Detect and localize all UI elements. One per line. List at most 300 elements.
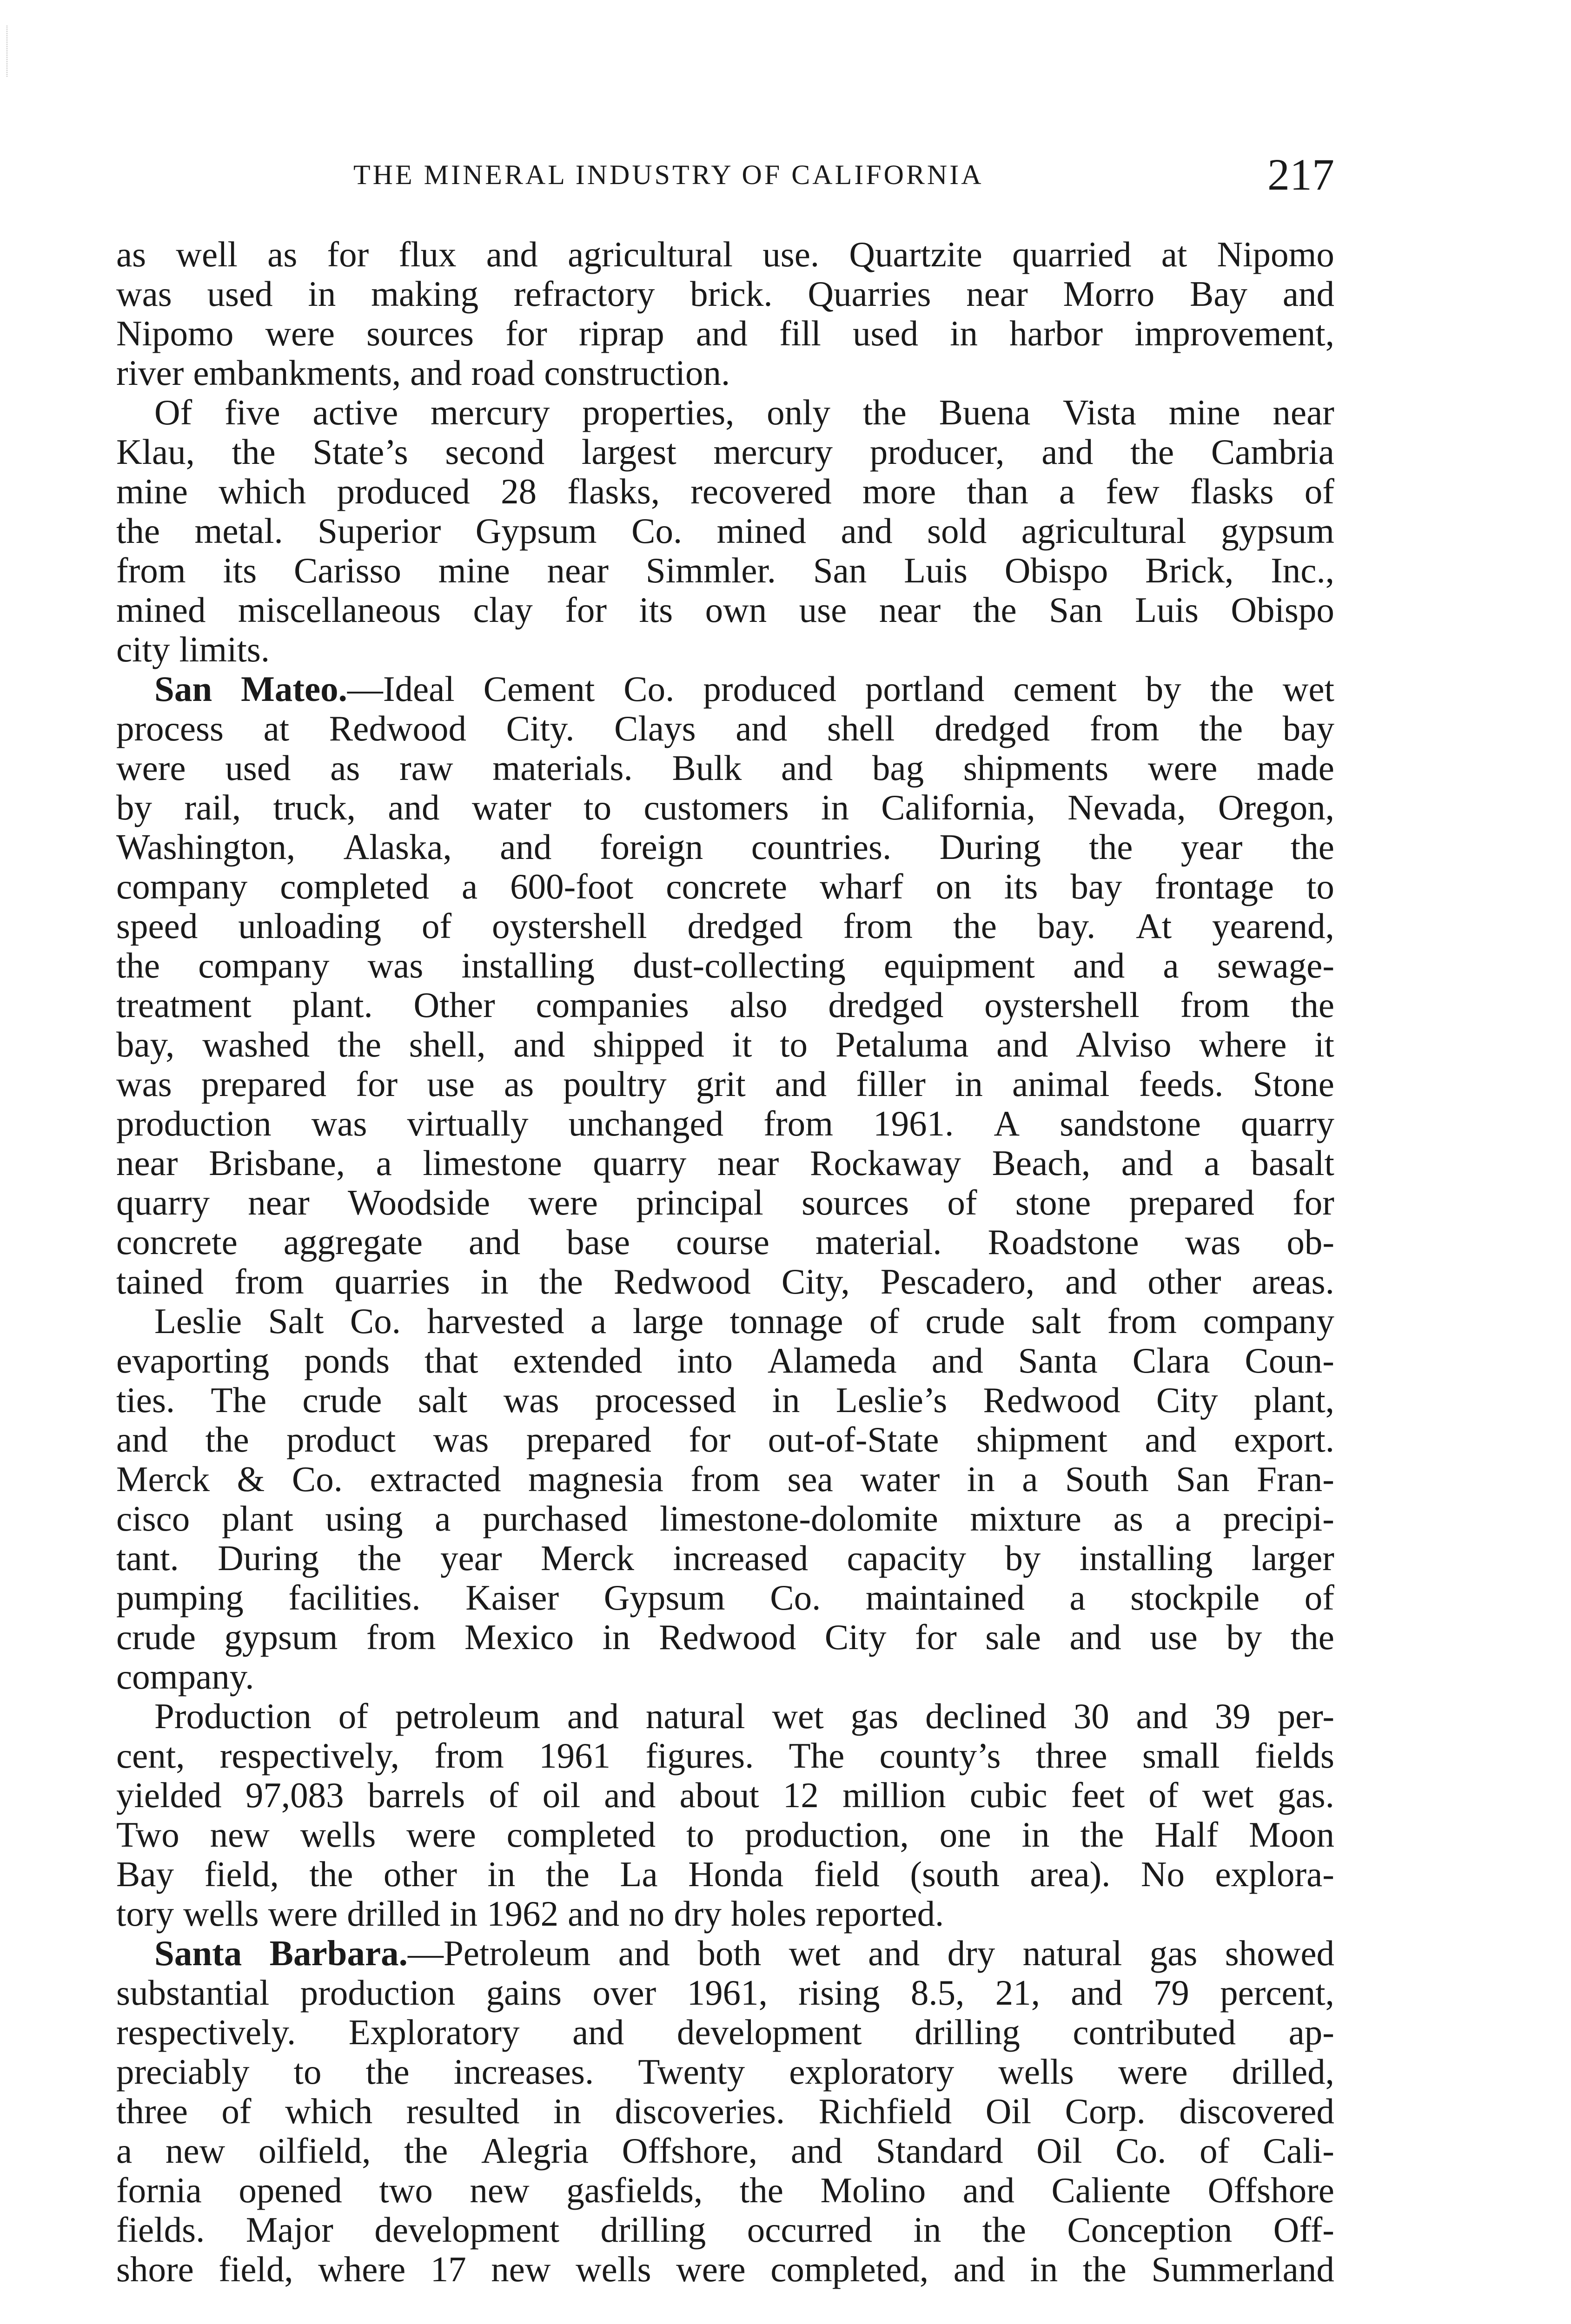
word: bay bbox=[1282, 709, 1334, 748]
word: salt bbox=[418, 1380, 468, 1420]
word: production, bbox=[744, 1815, 909, 1855]
word: explora- bbox=[1215, 1855, 1334, 1894]
word: City bbox=[1156, 1380, 1218, 1420]
word: the bbox=[365, 2052, 410, 2092]
word: equipment bbox=[883, 946, 1035, 985]
word: fields bbox=[1254, 1736, 1334, 1776]
word: and bbox=[618, 1934, 670, 1973]
word: use bbox=[427, 1064, 475, 1104]
word: new bbox=[491, 2250, 551, 2289]
word: field, bbox=[219, 2250, 293, 2289]
word: brick. bbox=[690, 274, 773, 314]
word: to bbox=[686, 1815, 715, 1855]
word: and bbox=[931, 1341, 983, 1380]
word: agricultural bbox=[1021, 511, 1187, 551]
word: and bbox=[996, 1025, 1048, 1064]
word: Twenty bbox=[638, 2052, 745, 2092]
word: and bbox=[953, 2250, 1005, 2289]
word: Rockaway bbox=[809, 1143, 961, 1183]
word: Gypsum bbox=[603, 1578, 725, 1618]
text-line bbox=[116, 1420, 1334, 1459]
word: City, bbox=[781, 1262, 850, 1301]
text-line bbox=[116, 1657, 1334, 1697]
text-line bbox=[116, 1380, 1334, 1420]
word: near bbox=[879, 590, 941, 630]
word: feeds. bbox=[1139, 1064, 1224, 1104]
word: tonnage bbox=[729, 1301, 843, 1341]
word: of bbox=[1304, 1578, 1334, 1618]
word: course bbox=[676, 1222, 769, 1262]
word: larger bbox=[1251, 1538, 1334, 1578]
word: of bbox=[338, 1697, 368, 1736]
word: quarry bbox=[1241, 1104, 1334, 1143]
text-line bbox=[116, 1143, 1334, 1183]
word: 79 bbox=[1153, 1973, 1189, 2013]
word: about bbox=[679, 1776, 759, 1815]
word: gypsum bbox=[1221, 511, 1334, 551]
word: Honda bbox=[688, 1855, 784, 1894]
word: mercury bbox=[713, 432, 833, 472]
word: yearend, bbox=[1212, 906, 1334, 946]
word: Coun- bbox=[1245, 1341, 1334, 1380]
word: Redwood bbox=[329, 709, 466, 748]
word: and bbox=[1073, 946, 1125, 985]
word: oil bbox=[542, 1776, 581, 1815]
word: also bbox=[729, 985, 788, 1025]
text-line bbox=[116, 1064, 1334, 1104]
word: shipped bbox=[593, 1025, 704, 1064]
word: largest bbox=[581, 432, 676, 472]
word: limestone bbox=[423, 1143, 562, 1183]
word: natural bbox=[645, 1697, 745, 1736]
word: speed bbox=[116, 906, 198, 946]
word: 1961. bbox=[873, 1104, 954, 1143]
word: Mexico bbox=[464, 1618, 574, 1657]
word: in bbox=[487, 1855, 516, 1894]
word: were bbox=[265, 314, 335, 353]
word: three bbox=[1035, 1736, 1107, 1776]
word: from bbox=[763, 1104, 833, 1143]
word: shell, bbox=[409, 1025, 486, 1064]
text-line bbox=[116, 1697, 1334, 1736]
text-line bbox=[116, 1973, 1334, 2013]
word: out-of-State bbox=[768, 1420, 939, 1459]
word: respectively. bbox=[116, 2013, 296, 2052]
word: Exploratory bbox=[348, 2013, 520, 2052]
word: limestone-dolomite bbox=[659, 1499, 938, 1538]
word: ties. bbox=[116, 1380, 175, 1420]
text-line bbox=[116, 1815, 1334, 1855]
word: agricultural bbox=[568, 235, 733, 274]
word: completed, bbox=[770, 2250, 929, 2289]
word: and bbox=[1065, 1262, 1117, 1301]
word: crude bbox=[925, 1301, 1005, 1341]
word: Obispo bbox=[1004, 551, 1108, 590]
word: Alameda bbox=[767, 1341, 897, 1380]
word: which bbox=[285, 2092, 373, 2131]
word: dredged bbox=[687, 906, 803, 946]
word: Bay bbox=[1190, 274, 1248, 314]
word: Standard bbox=[875, 2131, 1003, 2171]
word: Stone bbox=[1253, 1064, 1334, 1104]
word: countries. bbox=[751, 827, 892, 867]
page-number: 217 bbox=[1267, 150, 1334, 199]
word: and bbox=[500, 827, 552, 867]
word: and bbox=[781, 748, 833, 788]
word: occurred bbox=[747, 2210, 873, 2250]
word: Oil bbox=[1036, 2131, 1082, 2171]
word: The bbox=[789, 1736, 845, 1776]
word: by bbox=[1226, 1618, 1262, 1657]
word: flasks bbox=[1190, 472, 1274, 511]
word: virtually bbox=[407, 1104, 529, 1143]
word: for bbox=[356, 1064, 398, 1104]
word: Pescadero, bbox=[880, 1262, 1035, 1301]
word: preciably bbox=[116, 2052, 250, 2092]
word: South bbox=[1065, 1459, 1149, 1499]
word: by bbox=[1145, 669, 1181, 709]
word: Superior bbox=[318, 511, 441, 551]
word: in bbox=[950, 314, 978, 353]
word: wet bbox=[1202, 1776, 1254, 1815]
word: yielded bbox=[116, 1776, 222, 1815]
word: the bbox=[545, 1855, 590, 1894]
word: Conception bbox=[1067, 2210, 1233, 2250]
word: road bbox=[471, 353, 535, 393]
word: purchased bbox=[483, 1499, 628, 1538]
word: the bbox=[116, 946, 160, 985]
word: two bbox=[379, 2171, 433, 2210]
word: Petaluma bbox=[835, 1025, 969, 1064]
word: other bbox=[1147, 1262, 1221, 1301]
word: the bbox=[337, 1025, 382, 1064]
word: crude bbox=[302, 1380, 382, 1420]
text-line bbox=[116, 748, 1334, 788]
word: were bbox=[116, 748, 186, 788]
word: in bbox=[602, 1618, 630, 1657]
heading-joint bbox=[241, 669, 455, 709]
word: Redwood bbox=[983, 1380, 1120, 1420]
word: installing bbox=[461, 946, 595, 985]
word: five bbox=[224, 393, 280, 432]
word: Vista bbox=[1063, 393, 1136, 432]
word: Simmler. bbox=[645, 551, 776, 590]
word: of bbox=[1200, 2131, 1230, 2171]
word: in bbox=[967, 1459, 995, 1499]
word: rail, bbox=[184, 788, 241, 827]
word: prepared bbox=[526, 1420, 652, 1459]
word: producer, bbox=[869, 432, 1005, 472]
word: properties, bbox=[582, 393, 735, 432]
word: was bbox=[116, 274, 172, 314]
word: 21, bbox=[995, 1973, 1040, 2013]
word: bag bbox=[872, 748, 924, 788]
word: new bbox=[210, 1815, 270, 1855]
word: Roadstone bbox=[988, 1222, 1139, 1262]
word: per- bbox=[1277, 1697, 1334, 1736]
text-line bbox=[116, 1776, 1334, 1815]
word: by bbox=[116, 788, 152, 827]
word: prepared bbox=[201, 1064, 327, 1104]
word: Nipomo bbox=[1217, 235, 1334, 274]
word: own bbox=[705, 590, 767, 630]
word: for bbox=[915, 1618, 957, 1657]
word: resulted bbox=[406, 2092, 520, 2131]
word: in bbox=[450, 1894, 478, 1934]
word: from bbox=[116, 551, 186, 590]
text-line bbox=[116, 235, 1334, 274]
word: where bbox=[318, 2250, 406, 2289]
word: contributed bbox=[1073, 2013, 1236, 2052]
word: mine bbox=[1168, 393, 1240, 432]
word: were bbox=[528, 1183, 598, 1222]
word: the bbox=[982, 2210, 1026, 2250]
word: a bbox=[1175, 1499, 1191, 1538]
word: San bbox=[1176, 1459, 1230, 1499]
word: Beach, bbox=[992, 1143, 1091, 1183]
word: percent, bbox=[1220, 1973, 1334, 2013]
word: A bbox=[994, 1104, 1020, 1143]
word: from bbox=[234, 1262, 304, 1301]
word: shell bbox=[827, 709, 895, 748]
word: La bbox=[620, 1855, 658, 1894]
word: fields. bbox=[116, 2210, 205, 2250]
word: and bbox=[1121, 1143, 1173, 1183]
word: During bbox=[218, 1538, 319, 1578]
word: At bbox=[1136, 906, 1172, 946]
word: material. bbox=[815, 1222, 942, 1262]
word: development bbox=[676, 2013, 862, 2052]
word: shipment bbox=[976, 1420, 1108, 1459]
word: river bbox=[116, 353, 184, 393]
text-line bbox=[116, 867, 1334, 906]
word: drilling bbox=[915, 2013, 1020, 2052]
word: Carisso bbox=[294, 551, 402, 590]
word: year bbox=[440, 1538, 502, 1578]
word: No bbox=[1140, 1855, 1185, 1894]
word: small bbox=[1142, 1736, 1220, 1776]
word: was bbox=[1185, 1222, 1241, 1262]
word: and bbox=[469, 1222, 521, 1262]
word: mine bbox=[116, 472, 188, 511]
word: and bbox=[410, 353, 462, 393]
word: which bbox=[219, 472, 306, 511]
word: Oregon, bbox=[1218, 788, 1334, 827]
text-line bbox=[116, 590, 1334, 630]
word: was bbox=[433, 1420, 489, 1459]
word: the bbox=[1290, 1618, 1334, 1657]
word: the bbox=[1210, 669, 1254, 709]
word: City. bbox=[506, 709, 575, 748]
word: sources bbox=[366, 314, 474, 353]
word: Inc., bbox=[1271, 551, 1334, 590]
word: Woodside bbox=[348, 1183, 491, 1222]
text-line bbox=[116, 985, 1334, 1025]
word: and bbox=[841, 511, 893, 551]
word: the bbox=[953, 906, 997, 946]
word: the bbox=[116, 511, 160, 551]
word: cement bbox=[1013, 669, 1117, 709]
word: respectively, bbox=[219, 1736, 399, 1776]
word: Merck bbox=[541, 1538, 634, 1578]
word: declined bbox=[925, 1697, 1047, 1736]
word: the bbox=[1199, 709, 1243, 748]
word: and bbox=[1136, 1697, 1188, 1736]
word: areas. bbox=[1252, 1262, 1334, 1301]
word: cubic bbox=[969, 1776, 1047, 1815]
word: ob- bbox=[1286, 1222, 1334, 1262]
word: gypsum bbox=[224, 1618, 338, 1657]
word: fornia bbox=[116, 2171, 202, 2210]
word: were bbox=[1147, 748, 1218, 788]
word: dust-collecting bbox=[633, 946, 846, 985]
word: Obispo bbox=[1231, 590, 1334, 630]
word: a bbox=[376, 1143, 392, 1183]
word: foreign bbox=[599, 827, 703, 867]
word: State’s bbox=[312, 432, 408, 472]
word: use bbox=[1150, 1618, 1198, 1657]
word: Clays bbox=[614, 709, 696, 748]
word: dredged bbox=[935, 709, 1050, 748]
word: miscellaneous bbox=[238, 590, 441, 630]
word: water bbox=[860, 1459, 940, 1499]
word: Co. bbox=[623, 669, 675, 709]
word: making bbox=[371, 274, 479, 314]
word: Two bbox=[116, 1815, 179, 1855]
text-line bbox=[116, 1104, 1334, 1143]
word: more bbox=[862, 472, 936, 511]
text-line bbox=[116, 353, 1334, 393]
word: using bbox=[325, 1499, 403, 1538]
word: well bbox=[176, 235, 238, 274]
word: and bbox=[775, 1064, 827, 1104]
word: and bbox=[568, 1894, 620, 1934]
word: of bbox=[221, 2092, 252, 2131]
text-line bbox=[116, 314, 1334, 353]
word: to bbox=[583, 788, 612, 827]
word: mine bbox=[438, 551, 510, 590]
word: a bbox=[461, 867, 478, 906]
word: Luis bbox=[904, 551, 968, 590]
word: from bbox=[1107, 1301, 1177, 1341]
scan-margin-mark bbox=[7, 26, 12, 77]
word: wells bbox=[576, 2250, 651, 2289]
word: company bbox=[116, 867, 248, 906]
word: During bbox=[939, 827, 1041, 867]
word: was bbox=[503, 1380, 559, 1420]
word: was bbox=[367, 946, 424, 985]
word: San bbox=[813, 551, 867, 590]
word: Brick, bbox=[1145, 551, 1234, 590]
word: Kaiser bbox=[465, 1578, 559, 1618]
word: as bbox=[504, 1064, 534, 1104]
word: the bbox=[232, 432, 276, 472]
word: on bbox=[935, 867, 972, 906]
text-line bbox=[116, 1618, 1334, 1657]
word: water bbox=[471, 788, 551, 827]
word: and bbox=[116, 1420, 168, 1459]
word: city bbox=[116, 630, 170, 669]
word: to bbox=[1306, 867, 1334, 906]
word: completed bbox=[280, 867, 429, 906]
word: drilled bbox=[347, 1894, 441, 1934]
word: oystershell bbox=[984, 985, 1140, 1025]
word: concrete bbox=[116, 1222, 238, 1262]
word: California, bbox=[881, 788, 1035, 827]
word: product bbox=[286, 1420, 396, 1459]
word: Redwood bbox=[659, 1618, 796, 1657]
word: gas bbox=[1149, 1934, 1198, 1973]
word: the bbox=[205, 1420, 249, 1459]
word: ponds bbox=[304, 1341, 390, 1380]
word: tory bbox=[116, 1894, 174, 1934]
word: shore bbox=[116, 2250, 194, 2289]
word: filler bbox=[856, 1064, 926, 1104]
text-line bbox=[116, 1025, 1334, 1064]
word: of bbox=[1304, 472, 1334, 511]
word: 12 bbox=[782, 1776, 819, 1815]
word: a bbox=[1059, 472, 1075, 511]
word: drilling bbox=[600, 2210, 706, 2250]
word: mercury bbox=[431, 393, 550, 432]
word: substantial bbox=[116, 1973, 270, 2013]
word: it bbox=[732, 1025, 752, 1064]
word: Merck bbox=[116, 1459, 210, 1499]
word: by bbox=[1005, 1538, 1041, 1578]
word: harbor bbox=[1009, 314, 1103, 353]
word: in bbox=[955, 1064, 983, 1104]
word: over bbox=[592, 1973, 656, 2013]
word: one bbox=[939, 1815, 991, 1855]
word: used bbox=[225, 748, 291, 788]
word: Co. bbox=[292, 1459, 343, 1499]
word: a bbox=[1069, 1578, 1086, 1618]
word: Co. bbox=[631, 511, 683, 551]
word: a bbox=[1022, 1459, 1038, 1499]
word: and bbox=[1069, 1618, 1121, 1657]
word: Quarries bbox=[808, 274, 931, 314]
word: The bbox=[211, 1380, 267, 1420]
word: in bbox=[553, 2092, 581, 2131]
word: used bbox=[207, 274, 273, 314]
word: 97,083 bbox=[245, 1776, 344, 1815]
word: Oil bbox=[985, 2092, 1032, 2131]
word: use. bbox=[762, 235, 820, 274]
word: the bbox=[862, 393, 907, 432]
word: quarry bbox=[116, 1183, 210, 1222]
word: (south bbox=[910, 1855, 1000, 1894]
word: Leslie bbox=[154, 1301, 242, 1341]
word: the bbox=[973, 590, 1017, 630]
word: bay, bbox=[116, 1025, 175, 1064]
word: Cement bbox=[483, 669, 595, 709]
word: sale bbox=[985, 1618, 1041, 1657]
word: gains bbox=[486, 1973, 562, 2013]
text-line bbox=[116, 1934, 1334, 1973]
word: dry bbox=[947, 1934, 995, 1973]
word: ap- bbox=[1288, 2013, 1334, 2052]
word: facilities. bbox=[288, 1578, 421, 1618]
word: was bbox=[311, 1104, 367, 1143]
word: were bbox=[1118, 2052, 1188, 2092]
word: of bbox=[489, 1776, 519, 1815]
word: opened bbox=[239, 2171, 342, 2210]
heading-word: San bbox=[154, 669, 212, 709]
word: the bbox=[1290, 827, 1334, 867]
word: Offshore bbox=[1207, 2171, 1334, 2210]
word: wet bbox=[789, 1934, 841, 1973]
word: unloading bbox=[238, 906, 382, 946]
